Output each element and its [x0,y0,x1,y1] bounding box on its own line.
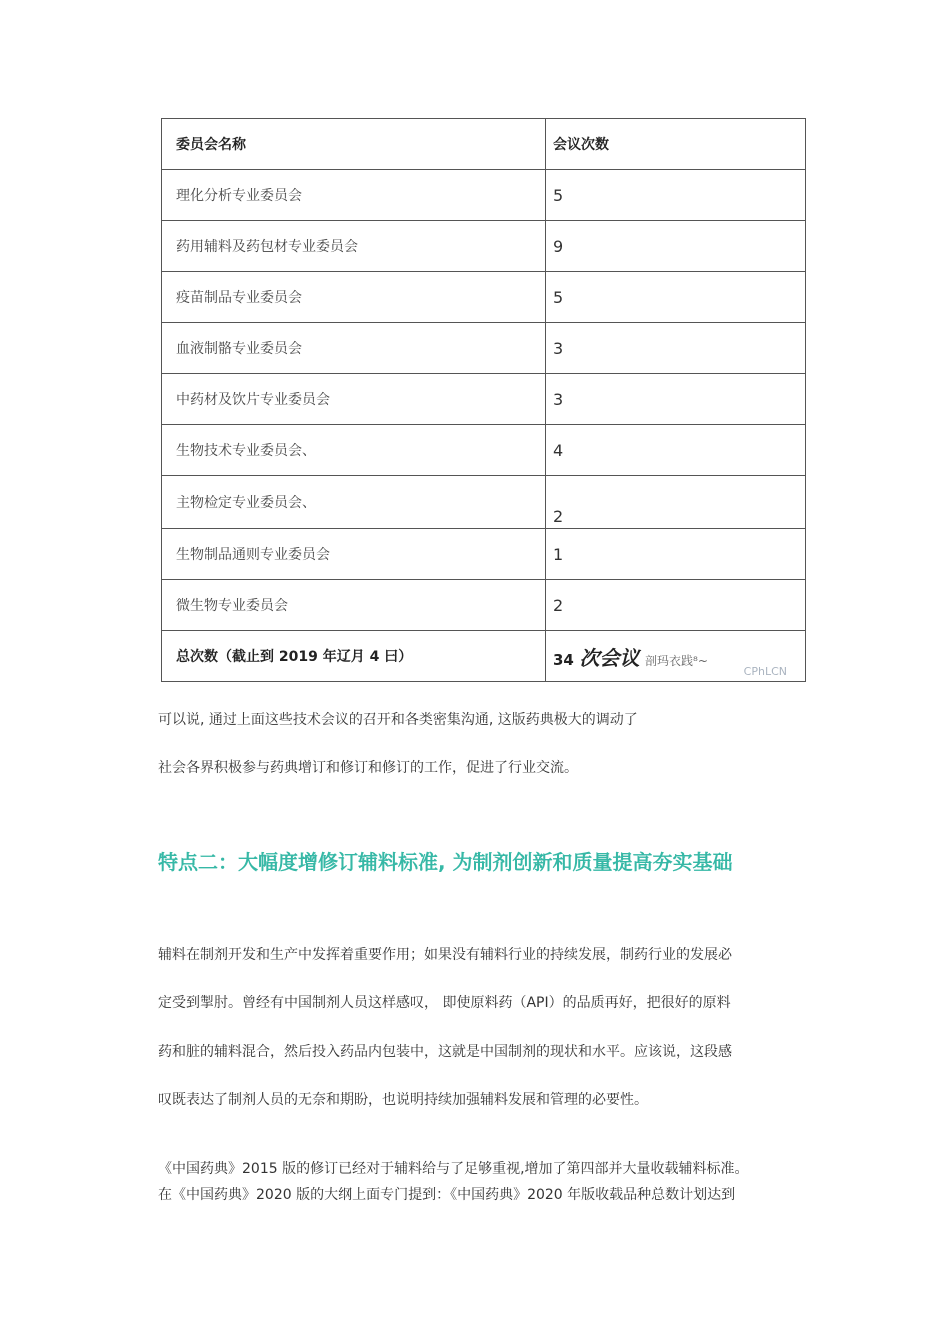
paragraph-line: 药和脏的辅料混合，然后投入药品内包装中，这就是中国制剂的现状和水平。应该说，这段感 [158,1044,732,1060]
total-note: 剖玛衣践⁸~ [645,653,708,668]
header-meeting-count: 会议次数 [546,119,806,170]
committee-name: 血液制骼专业委员会 [162,323,546,374]
paragraph-line: 叹既表达了制剂人员的无奈和期盼，也说明持续加强辅料发展和管理的必要性。 [158,1092,648,1108]
table-row [162,529,806,580]
table-row [162,580,806,631]
committee-name: 理化分析专业委员会 [162,170,546,221]
table-row [162,425,806,476]
meeting-count: 5 [546,170,806,221]
total-cell [546,631,806,682]
committee-name: 微生物专业委员会 [162,580,546,631]
paragraph-line: 在《中国药典》2020 版的大纲上面专门提到：《中国药典》2020 年版收载品种总数计划达到 [158,1187,736,1203]
table-row [162,221,806,272]
meeting-count: 2 [546,580,806,631]
committee-name: 中药材及饮片专业委员会 [162,374,546,425]
table-row [162,374,806,425]
meeting-count: 5 [546,272,806,323]
paragraph-line: 社会各界积极参与药典增订和修订和修订的工作，促进了行业交流。 [158,760,578,776]
meeting-count: 3 [546,374,806,425]
section-heading: 特点二：大幅度增修订辅料标准, 为制剂创新和质量提高夯实基础 [158,850,733,874]
total-label: 总次数（截止到 2019 年辽月 4 曰） [162,631,546,682]
committee-name: 药用辅料及药包材专业委员会 [162,221,546,272]
paragraph-line: 《中国药典》2015 版的修订已经对于辅料给与了足够重视,增加了第四部并大量收载辅料标准。 [158,1161,749,1177]
committee-name: 生物制品通则专业委员会 [162,529,546,580]
table-row [162,272,806,323]
total-value: 34 [553,650,574,669]
table-row [162,323,806,374]
watermark: CPhLCN [743,665,787,678]
paragraph-line: 定受到掣肘。曾经有中国制剂人员这样感叹， 即使原料药（API）的品质再好，把很好的原料 [158,995,731,1011]
paragraph-line: 辅料在制剂开发和生产中发挥着重要作用；如果没有辅料行业的持续发展，制药行业的发展必 [158,947,732,963]
total-script-text: 次会议 [579,645,640,670]
table-header-row [162,119,806,170]
table-row [162,476,806,529]
meeting-count: 4 [546,425,806,476]
meeting-count: 9 [546,221,806,272]
committee-name: 生物技术专业委员会、 [162,425,546,476]
meeting-count: 2 [546,476,806,529]
header-committee-name: 委员会名称 [162,119,546,170]
paragraph-line: 可以说, 通过上面这些技术会议的召开和各类密集沟通, 这版药典极大的调动了 [158,712,638,728]
committee-name: 疫苗制品专业委员会 [162,272,546,323]
meeting-count: 1 [546,529,806,580]
committee-meeting-table [161,118,806,682]
committee-name: 主物检定专业委员会、 [162,476,546,529]
meeting-count: 3 [546,323,806,374]
table-row [162,170,806,221]
table-total-row [162,631,806,682]
